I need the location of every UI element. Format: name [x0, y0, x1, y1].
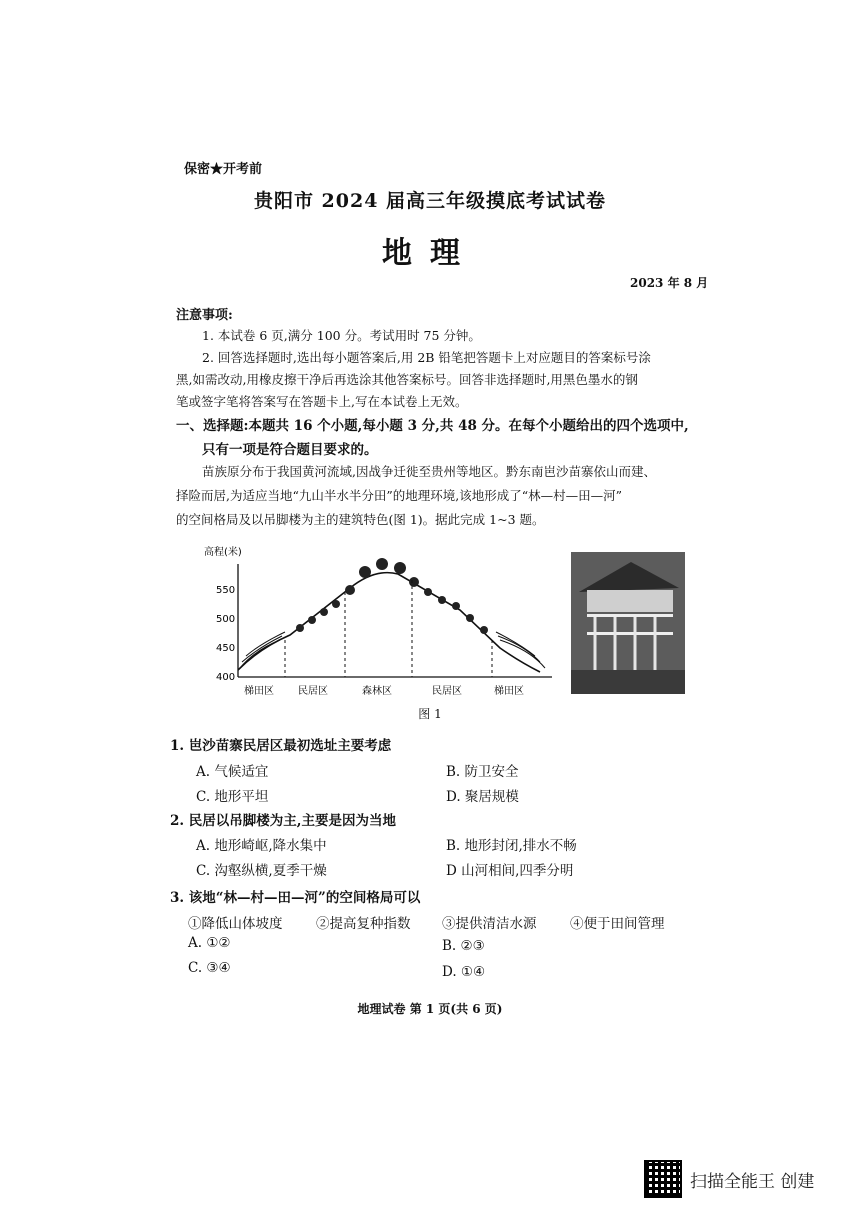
question-1-option-b: B. 防卫安全	[446, 764, 519, 780]
exam-date: 2023 年 8 月	[630, 276, 709, 290]
notice-item-2-line3: 笔或签字笔将答案写在答题卡上,写在本试卷上无效。	[176, 394, 468, 409]
elevation-profile-diagram	[200, 540, 560, 705]
question-2-option-b: B. 地形封闭,排水不畅	[446, 838, 577, 854]
zone-dividers	[285, 580, 492, 677]
question-1-option-c: C. 地形平坦	[196, 789, 269, 805]
zone-terrace-left: 梯田区	[244, 686, 274, 697]
question-1-option-a: A. 气候适宜	[196, 764, 269, 780]
passage-line1: 苗族原分布于我国黄河流域,因战争迁徙至贵州等地区。黔东南岜沙苗寨依山而建、	[202, 464, 656, 479]
watermark-text: 扫描全能王 创建	[690, 1171, 815, 1192]
question-2-stem: 2. 民居以吊脚楼为主,主要是因为当地	[170, 813, 396, 829]
question-3-stem: 3. 该地“林—村—田—河”的空间格局可以	[170, 890, 421, 906]
passage-line3: 的空间格局及以吊脚楼为主的建筑特色(图 1)。据此完成 1~3 题。	[176, 512, 545, 527]
question-3-option-b: B. ②③	[442, 938, 485, 954]
question-2-option-c: C. 沟壑纵横,夏季干燥	[196, 863, 327, 879]
zone-forest: 森林区	[362, 686, 392, 697]
confidential-label: 保密★开考前	[184, 162, 263, 177]
notice-item-2-line1: 2. 回答选择题时,选出每小题答案后,用 2B 铅笔把答题卡上对应题目的答案标号涂	[202, 350, 651, 365]
question-2-option-a: A. 地形崎岖,降水集中	[196, 838, 327, 854]
zone-residential-right: 民居区	[432, 686, 462, 697]
qr-code-icon	[644, 1160, 682, 1198]
question-2-option-d: D 山河相间,四季分明	[446, 863, 574, 879]
zone-residential-left: 民居区	[298, 686, 328, 697]
passage-line2: 择险而居,为适应当地“九山半水半分田”的地理环境,该地形成了“林—村—田—河”	[176, 488, 623, 503]
question-1-option-d: D. 聚居规模	[446, 789, 519, 805]
zone-terrace-right: 梯田区	[494, 686, 524, 697]
mountain-profile	[238, 573, 540, 672]
question-3-statement-2: ②提高复种指数	[316, 916, 411, 932]
question-3-statement-4: ④便于田间管理	[570, 916, 665, 932]
question-3-statement-3: ③提供清洁水源	[442, 916, 537, 932]
question-3-option-d: D. ①④	[442, 964, 486, 980]
section-heading-line1: 一、选择题:本题共 16 个小题,每小题 3 分,共 48 分。在每个小题给出的四个选项中,	[176, 418, 689, 434]
scanner-watermark	[644, 1160, 814, 1198]
exam-title: 贵阳市 2024 届高三年级摸底考试试卷	[253, 190, 607, 212]
forest-trees	[296, 558, 488, 634]
stilt-house-photo	[571, 552, 685, 694]
question-3-option-c: C. ③④	[188, 960, 231, 976]
question-1-stem: 1. 岜沙苗寨民居区最初选址主要考虑	[170, 738, 392, 754]
notice-item-2-line2: 黑,如需改动,用橡皮擦干净后再选涂其他答案标号。回答非选择题时,用黑色墨水的钢	[176, 372, 638, 387]
y-tick-500: 500	[216, 614, 236, 625]
y-tick-450: 450	[216, 643, 236, 654]
notice-item-1: 1. 本试卷 6 页,满分 100 分。考试用时 75 分钟。	[202, 328, 481, 343]
subject-title: 地理	[382, 236, 478, 271]
y-axis-label: 高程(米)	[204, 547, 242, 558]
y-tick-400: 400	[216, 672, 236, 683]
figure-caption: 图 1	[418, 707, 442, 721]
question-3-statement-1: ①降低山体坡度	[188, 916, 283, 932]
question-3-option-a: A. ①②	[188, 935, 231, 951]
notice-heading: 注意事项:	[176, 308, 233, 323]
page-footer: 地理试卷 第 1 页(共 6 页)	[357, 1002, 503, 1016]
y-tick-550: 550	[216, 585, 236, 596]
section-heading-line2: 只有一项是符合题目要求的。	[202, 442, 378, 458]
